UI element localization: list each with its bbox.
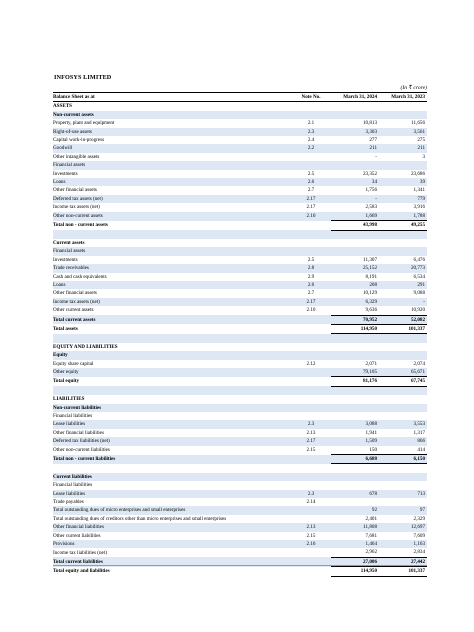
- row-value-2023: 12,697: [379, 523, 427, 531]
- row-note: 2.8: [291, 264, 331, 272]
- row-value-2024: -: [331, 195, 379, 203]
- row-label: Other financial liabilities: [53, 429, 104, 436]
- row-label: Total current liabilities: [53, 557, 291, 566]
- row-note: 2.5: [307, 170, 315, 177]
- row-value-2023: 11,656: [411, 120, 425, 127]
- row-value-2023: 3: [422, 153, 425, 160]
- table-row: [53, 264, 427, 272]
- row-label: Other intangible assets: [53, 153, 100, 160]
- row-note: 2.7: [307, 187, 315, 194]
- table-row: [53, 455, 427, 464]
- table-row: [53, 178, 427, 186]
- row-note: 2.15: [306, 446, 316, 453]
- row-note: 2.17: [291, 298, 331, 306]
- row-value-2023: 713: [379, 490, 427, 498]
- row-value-2024: [331, 334, 379, 343]
- row-value-2023: [379, 386, 427, 395]
- row-value-2024: 11,808: [331, 523, 379, 531]
- row-label: Total equity: [53, 378, 79, 385]
- row-value-2024: [331, 111, 379, 119]
- row-label: Equity: [53, 351, 291, 359]
- row-value-2024: 6,329: [331, 298, 379, 306]
- table-row: [53, 306, 427, 315]
- row-note: 2.1: [307, 120, 315, 127]
- row-note: 2.3: [291, 420, 331, 428]
- row-value-2024: 34: [331, 178, 379, 186]
- row-note: 2.15: [306, 532, 316, 539]
- row-label: Deferred tax liabilities (net): [53, 437, 291, 445]
- row-value-2024: [331, 481, 379, 489]
- table-row: [53, 315, 427, 324]
- table-row: [53, 195, 427, 203]
- table-row: [53, 161, 427, 169]
- row-label: Capital work-in-progress: [53, 137, 105, 144]
- row-value-2024: [331, 473, 379, 481]
- table-row: [53, 289, 427, 297]
- table-row: [53, 437, 427, 445]
- row-note: [291, 239, 331, 247]
- table-row: [53, 404, 427, 412]
- row-value-2023: 2,834: [413, 549, 425, 556]
- row-label: Lease liabilities: [53, 490, 291, 498]
- row-note: [291, 351, 331, 359]
- row-value-2023: 291: [379, 281, 427, 289]
- table-row: [53, 412, 427, 420]
- row-note: [291, 404, 331, 412]
- row-value-2024: [331, 247, 379, 255]
- row-value-2023: [379, 351, 427, 359]
- row-value-2023: 9,088: [413, 290, 425, 297]
- row-value-2023: 275: [417, 137, 425, 144]
- table-row: [53, 203, 427, 211]
- row-value-2023: 7,609: [413, 532, 425, 539]
- row-label: Total assets: [53, 325, 78, 332]
- table-row: [53, 548, 427, 557]
- row-label: Total outstanding dues of creditors other than micro enterprises and small enterprises: [53, 515, 227, 522]
- row-label: Other equity: [53, 368, 291, 377]
- row-value-2023: 2,329: [413, 515, 425, 522]
- row-label: Property, plant and equipment: [53, 120, 115, 127]
- table-row: [53, 429, 427, 437]
- currency-units-note: (In ₹ crore): [400, 85, 427, 91]
- table-row: [53, 102, 427, 111]
- table-row: [53, 256, 427, 264]
- row-value-2024: 1,941: [365, 429, 377, 436]
- row-label: EQUITY AND LIABILITIES: [53, 343, 118, 350]
- header-col-2023: March 31, 2023: [379, 93, 427, 102]
- row-note: [291, 481, 331, 489]
- table-row: [53, 186, 427, 194]
- row-value-2024: 43,998: [331, 221, 379, 230]
- row-value-2023: 101,337: [379, 324, 427, 333]
- row-label: Financial assets: [53, 161, 291, 169]
- row-note: 2.13: [291, 523, 331, 531]
- row-value-2024: 211: [331, 144, 379, 152]
- row-note: [291, 221, 331, 230]
- table-row: [53, 212, 427, 221]
- row-value-2023: 65,671: [379, 368, 427, 377]
- row-value-2023: 1,163: [379, 540, 427, 548]
- row-note: [291, 473, 331, 481]
- row-value-2024: [331, 230, 379, 239]
- row-value-2023: 211: [379, 144, 427, 152]
- spacer-row: [53, 464, 427, 473]
- row-value-2024: 6,688: [331, 455, 379, 464]
- spacer-row: [53, 230, 427, 239]
- row-label: Loans: [53, 178, 291, 186]
- row-value-2024: 1,669: [331, 212, 379, 221]
- row-value-2023: 52,082: [379, 315, 427, 324]
- row-value-2024: 2,401: [365, 515, 377, 522]
- row-value-2023: 20,773: [379, 264, 427, 272]
- row-value-2023: [379, 247, 427, 255]
- row-note: 2.6: [291, 281, 331, 289]
- row-label: Investments: [53, 170, 78, 177]
- row-value-2024: -: [375, 153, 377, 160]
- table-row: [53, 523, 427, 531]
- row-value-2024: [331, 464, 379, 473]
- row-label: [53, 386, 291, 395]
- row-note: 2.3: [291, 490, 331, 498]
- row-note: 2.10: [291, 212, 331, 221]
- row-label: Total outstanding dues of micro enterprises and small enterprises: [53, 506, 291, 514]
- row-value-2023: [379, 334, 427, 343]
- row-value-2023: 414: [417, 446, 425, 453]
- row-value-2023: 3,553: [379, 420, 427, 428]
- row-value-2024: 1,756: [365, 187, 377, 194]
- row-label: Non-current liabilities: [53, 404, 291, 412]
- row-value-2024: 79,105: [331, 368, 379, 377]
- table-row: [53, 532, 427, 540]
- table-row: [53, 368, 427, 377]
- row-label: Income tax assets (net): [53, 204, 100, 211]
- table-row: [53, 247, 427, 255]
- row-note: 2.17: [291, 195, 331, 203]
- row-label: Non-current assets: [53, 111, 291, 119]
- row-value-2023: [379, 473, 427, 481]
- row-label: Total non - current liabilities: [53, 455, 291, 464]
- row-note: 2.10: [306, 307, 316, 314]
- row-value-2023: [379, 412, 427, 420]
- row-value-2024: 1,509: [331, 437, 379, 445]
- row-value-2023: 49,255: [379, 221, 427, 230]
- table-row: [53, 343, 427, 351]
- row-note: 2.5: [307, 256, 315, 263]
- row-label: Goodwill: [53, 144, 291, 152]
- table-header-row: [53, 93, 427, 102]
- row-note: [291, 111, 331, 119]
- row-value-2024: 92: [331, 506, 379, 514]
- row-value-2023: 97: [379, 506, 427, 514]
- row-value-2024: 150: [369, 446, 377, 453]
- row-value-2024: 678: [331, 490, 379, 498]
- row-value-2023: 6,534: [413, 273, 425, 280]
- table-row: [53, 567, 427, 576]
- row-label: Income tax assets (net): [53, 298, 291, 306]
- row-value-2023: 1,788: [379, 212, 427, 221]
- header-col-2024: March 31, 2024: [331, 93, 379, 102]
- row-value-2023: 10,920: [410, 307, 425, 314]
- row-value-2024: 208: [331, 281, 379, 289]
- row-value-2023: 6,150: [379, 455, 427, 464]
- row-note: 2.13: [306, 429, 316, 436]
- row-note: [291, 161, 331, 169]
- row-label: Financial assets: [53, 247, 291, 255]
- table-row: [53, 111, 427, 119]
- row-note: 2.12: [306, 360, 316, 367]
- table-row: [53, 377, 427, 386]
- row-value-2024: [331, 395, 379, 403]
- table-row: [53, 481, 427, 489]
- row-value-2024: [331, 498, 379, 506]
- row-label: Total non - current assets: [53, 222, 108, 229]
- row-note: 2.9: [307, 273, 315, 280]
- row-value-2024: 1,464: [331, 540, 379, 548]
- row-value-2024: 3,088: [331, 420, 379, 428]
- row-note: [291, 464, 331, 473]
- table-row: [53, 144, 427, 152]
- row-value-2024: [331, 161, 379, 169]
- row-label: [53, 230, 291, 239]
- row-value-2023: 1,341: [413, 187, 425, 194]
- row-value-2024: 70,952: [331, 315, 379, 324]
- table-row: [53, 239, 427, 247]
- row-label: Other financial assets: [53, 187, 97, 194]
- row-note: 2.4: [307, 137, 315, 144]
- row-value-2024: 23,352: [362, 170, 377, 177]
- row-label: Investments: [53, 256, 78, 263]
- row-note: [291, 247, 331, 255]
- row-label: Current liabilities: [53, 473, 291, 481]
- row-note: [291, 567, 331, 576]
- row-value-2023: 866: [379, 437, 427, 445]
- row-value-2024: 114,950: [331, 324, 379, 333]
- row-value-2024: [331, 412, 379, 420]
- table-row: [53, 281, 427, 289]
- table-row: [53, 136, 427, 144]
- table-row: [53, 540, 427, 548]
- table-row: [53, 446, 427, 455]
- table-row: [53, 298, 427, 306]
- row-label: Deferred tax assets (net): [53, 195, 291, 203]
- row-note: [291, 377, 331, 386]
- row-value-2024: 10,813: [362, 120, 377, 127]
- row-value-2023: 3,561: [379, 128, 427, 136]
- row-label: Cash and cash equivalents: [53, 273, 107, 280]
- table-row: [53, 515, 427, 523]
- row-note: [291, 455, 331, 464]
- row-label: Trade payables: [53, 499, 84, 506]
- row-label: Lease liabilities: [53, 420, 291, 428]
- table-row: [53, 273, 427, 281]
- row-value-2024: 2,071: [365, 360, 377, 367]
- row-value-2023: [379, 343, 427, 351]
- header-label: Balance Sheet as at: [53, 93, 291, 102]
- row-value-2023: [379, 404, 427, 412]
- row-label: Other non-current assets: [53, 212, 291, 221]
- row-label: Loans: [53, 281, 291, 289]
- row-label: Equity share capital: [53, 360, 94, 367]
- row-label: ASSETS: [53, 103, 72, 110]
- row-note: 2.6: [291, 178, 331, 186]
- table-row: [53, 498, 427, 506]
- row-value-2024: [331, 351, 379, 359]
- bottom-rule: [53, 565, 427, 566]
- row-value-2023: [379, 161, 427, 169]
- row-value-2023: [379, 481, 427, 489]
- row-label: Other non-current liabilities: [53, 446, 110, 453]
- spacer-row: [53, 386, 427, 395]
- row-label: Provisions: [53, 540, 291, 548]
- row-value-2024: 27,086: [331, 557, 379, 566]
- row-note: [291, 515, 331, 523]
- table-row: [53, 351, 427, 359]
- row-note: [291, 343, 331, 351]
- row-note: [291, 230, 331, 239]
- row-value-2023: 39: [379, 178, 427, 186]
- row-note: [291, 548, 331, 557]
- row-value-2023: 6,476: [413, 256, 425, 263]
- row-note: 2.17: [291, 437, 331, 445]
- row-value-2024: 9,636: [365, 307, 377, 314]
- row-note: [291, 324, 331, 333]
- row-note: [291, 334, 331, 343]
- row-value-2023: 101,337: [379, 567, 427, 576]
- table-row: [53, 324, 427, 333]
- row-note: [291, 412, 331, 420]
- row-label: LIABILITIES: [53, 396, 85, 403]
- row-note: 2.17: [306, 204, 316, 211]
- row-value-2024: [331, 343, 379, 351]
- row-label: Current assets: [53, 239, 85, 246]
- row-value-2024: 114,950: [331, 567, 379, 576]
- row-value-2024: 8,191: [365, 273, 377, 280]
- table-row: [53, 506, 427, 514]
- row-value-2024: [331, 239, 379, 247]
- table-row: [53, 360, 427, 368]
- row-label: Trade receivables: [53, 264, 291, 272]
- row-value-2024: 81,176: [331, 377, 379, 386]
- row-value-2023: [379, 230, 427, 239]
- row-value-2024: 11,307: [363, 256, 377, 263]
- row-note: [291, 315, 331, 324]
- row-value-2024: 2,583: [365, 204, 377, 211]
- row-label: Right-of-use assets: [53, 128, 291, 136]
- row-value-2023: 2,074: [413, 360, 425, 367]
- table-row: [53, 119, 427, 127]
- row-value-2024: [331, 102, 379, 111]
- table-row: [53, 153, 427, 161]
- row-label: Financial liabilities: [53, 412, 93, 419]
- row-value-2023: 1,317: [413, 429, 425, 436]
- row-value-2023: [379, 111, 427, 119]
- row-value-2023: 23,686: [410, 170, 425, 177]
- table-row: [53, 420, 427, 428]
- balance-sheet-table: [53, 92, 427, 577]
- row-label: Income tax liabilities (net): [53, 549, 107, 556]
- row-label: [53, 334, 291, 343]
- row-value-2024: [331, 386, 379, 395]
- row-note: 2.7: [307, 290, 315, 297]
- row-value-2023: 3,916: [413, 204, 425, 211]
- table-row: [53, 170, 427, 178]
- row-label: Total current assets: [53, 315, 291, 324]
- row-note: 2.16: [291, 540, 331, 548]
- row-note: [291, 386, 331, 395]
- row-value-2024: 25,152: [331, 264, 379, 272]
- header-note: Note No.: [291, 93, 331, 102]
- table-row: [53, 128, 427, 136]
- row-label: Other current assets: [53, 307, 94, 314]
- spacer-row: [53, 334, 427, 343]
- row-value-2023: [379, 498, 427, 506]
- row-note: [291, 368, 331, 377]
- company-name: INFOSYS LIMITED: [54, 74, 112, 81]
- table-row: [53, 490, 427, 498]
- table-row: [53, 395, 427, 403]
- row-value-2023: -: [379, 298, 427, 306]
- row-label: Other financial assets: [53, 290, 97, 297]
- row-value-2023: 67,745: [379, 377, 427, 386]
- row-label: Other financial liabilities: [53, 523, 291, 531]
- row-value-2023: 779: [379, 195, 427, 203]
- row-value-2024: 7,681: [365, 532, 377, 539]
- row-value-2024: 10,129: [362, 290, 377, 297]
- table-row: [53, 473, 427, 481]
- row-value-2024: 277: [369, 137, 377, 144]
- row-note: [291, 506, 331, 514]
- row-value-2023: [379, 239, 427, 247]
- row-note: 2.3: [291, 128, 331, 136]
- row-note: 2.14: [306, 499, 316, 506]
- row-note: [291, 395, 331, 403]
- row-value-2024: 3,303: [331, 128, 379, 136]
- row-value-2023: [379, 395, 427, 403]
- row-note: [291, 102, 331, 111]
- row-label: [53, 464, 291, 473]
- row-value-2023: 27,442: [379, 557, 427, 566]
- row-value-2024: 2,962: [365, 549, 377, 556]
- row-note: [291, 153, 331, 161]
- row-label: Other current liabilities: [53, 532, 101, 539]
- row-value-2023: [379, 102, 427, 111]
- table-row: [53, 221, 427, 230]
- row-value-2024: [331, 404, 379, 412]
- row-note: 2.2: [291, 144, 331, 152]
- row-label: Total equity and liabilities: [53, 568, 110, 575]
- row-label: Financial liabilities: [53, 482, 93, 489]
- row-value-2023: [379, 464, 427, 473]
